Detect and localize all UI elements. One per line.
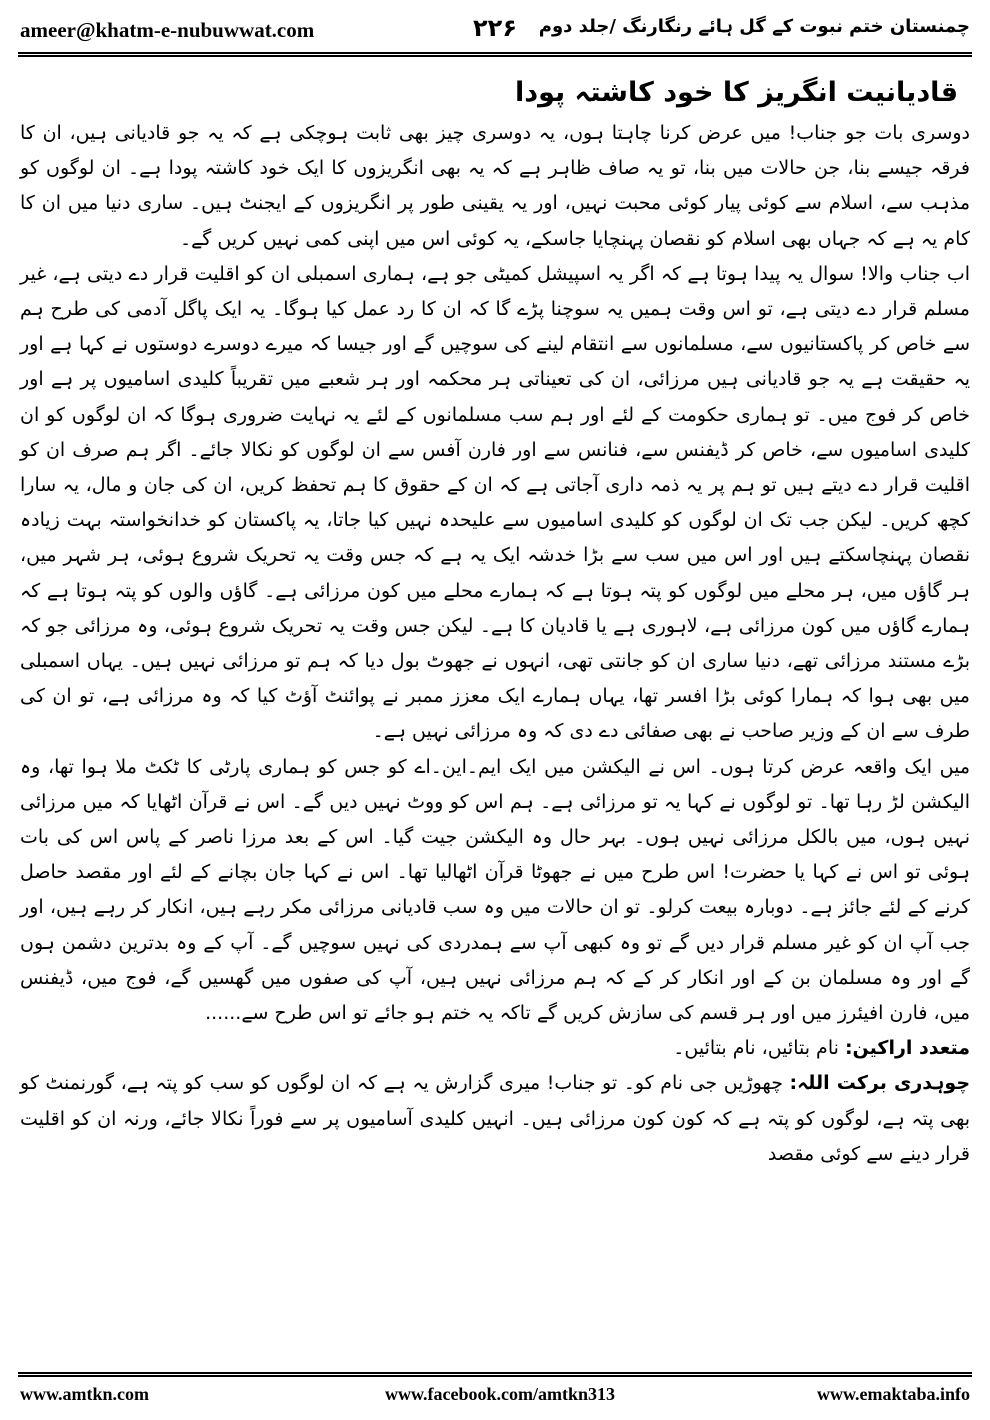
paragraph: میں ایک واقعہ عرض کرتا ہوں۔ اس نے الیکشن میں ایک ایم۔این۔اے کو جس کو ہماری پارٹی کا ٹکٹ ملا ہوا تھا، وہ الیکشن لڑ رہا تھا۔ تو لوگوں نے کہا یہ تو مرزائی ہے۔ ہم اس کو ووٹ نہیں دیں گے۔ اس نے قرآن اٹھایا کہ میں مرزائی نہیں ہوں، میں بالکل مرزائی نہیں ہوں۔ بہر حال وہ الیکشن جیت گیا۔ اس کے بعد مرزا ناصر کے پاس اس کی بات ہوئی تو اس نے کہا یا حضرت! اس طرح میں نے جھوٹا قرآن اٹھالیا تھا۔ اس نے کہا جان بچانے کے لئے اور مقصد حاصل کرنے کے لئے جائز ہے۔ دوبارہ بیعت کرلو۔ تو ان حالات میں وہ سب قادیانی مرزائی مکر رہے ہیں، انکار کر رہے ہیں، اور جب آپ ان کو غیر مسلم قرار دیں گے تو وہ کبھی آپ سے ہمدردی کی نہیں سوچیں گے۔ آپ کے وہ بدترین دشمن ہوں گے اور وہ مسلمان بن کے اور انکار کر کے کہ ہم مرزائی نہیں ہیں، آپ کی صفوں میں گھسیں گے، فوج میں، ڈیفنس میں، فارن افیئرز میں اور ہر قسم کی سازش کریں گے تاکہ یہ ختم ہو جائے تو اس طرح سے...... (20, 755, 970, 1025)
page-number: ۲۲۶ (473, 14, 517, 42)
book-title: چمنستان ختم نبوت کے گل ہائے رنگارنگ /جلد دوم (538, 16, 970, 37)
footer-link-amtkn[interactable]: www.amtkn.com (20, 1384, 149, 1404)
page-content (20, 70, 970, 1172)
footer-rule (18, 1372, 972, 1377)
page-header (20, 14, 970, 48)
paragraph: دوسری بات جو جناب! میں عرض کرنا چاہتا ہوں، یہ دوسری چیز بھی ثابت ہوچکی ہے کہ یہ جو قادیانی ہیں، ان کا فرقہ جیسے بنا، جن حالات میں بنا، تو یہ صاف ظاہر ہے کہ یہ بھی انگریزوں کا ایک خود کاشتہ پودا ہے۔ ان لوگوں کو مذہب سے، اسلام سے کوئی پیار کوئی محبت نہیں، اور یہ یقینی طور پر انگریزوں کے ایجنٹ ہیں۔ ساری دنیا میں ان کا کام یہ ہے کہ جہاں بھی اسلام کو نقصان پہنچایا جاسکے، یہ کوئی اس میں اپنی کمی نہیں کریں گے۔ (20, 122, 970, 250)
paragraph: اب جناب والا! سوال یہ پیدا ہوتا ہے کہ اگر یہ اسپیشل کمیٹی جو ہے، ہماری اسمبلی ان کو اقلیت قرار دے دیتی ہے، غیر مسلم قرار دے دیتی ہے، تو اس وقت ہمیں یہ سوچنا پڑے گا کہ ان کا رد عمل کیا ہوگا۔ یہ ایک پاگل آدمی کی طرح ہم سے خاص کر پاکستانیوں سے، مسلمانوں سے انتقام لینے کی سوچیں گے اور جیسا کہ میرے دوسرے دوستوں نے کہا ہے اور یہ حقیقت ہے یہ جو قادیانی ہیں مرزائی، ان کی تعیناتی ہر محکمہ اور ہر شعبے میں تقریباً کلیدی اسامیوں پر ہے اور خاص کر فوج میں۔ تو ہماری حکومت کے لئے اور ہم سب مسلمانوں کے لئے یہ نہایت ضروری ہوگا کہ ان لوگوں کو ان کلیدی اسامیوں سے، خاص کر ڈیفنس سے، فنانس سے اور فارن آفس سے ان لوگوں کو نکالا جائے۔ اگر ہم صرف ان کو اقلیت قرار دے دیتے ہیں تو ہم پر یہ ذمہ داری آجاتی ہے کہ ان کے حقوق کا ہم تحفظ کریں، ان کی جان و مال، یہ سارا کچھ کریں۔ لیکن جب تک ان لوگوں کو کلیدی اسامیوں سے علیحدہ نہیں کیا جاتا، یہ پاکستان کو خدانخواستہ بہت زیادہ نقصان پہنچاسکتے ہیں اور اس میں سب سے بڑا خدشہ ایک یہ ہے کہ جس وقت یہ تحریک شروع ہوئی، ہر شہر میں، ہر گاؤں میں، ہر محلے میں لوگوں کو پتہ ہوتا ہے کہ ہمارے محلے میں کون مرزائی ہے۔ گاؤں والوں کو پتہ ہوتا ہے کہ ہمارے گاؤں میں کون مرزائی ہے، لاہوری ہے یا قادیان کا ہے۔ لیکن جس وقت یہ تحریک شروع ہوئی، وہ مرزائی جو کہ بڑے مستند مرزائی تھے، دنیا ساری ان کو جانتی تھی، انہوں نے جھوٹ بول دیا کہ ہم تو مرزائی نہیں ہیں۔ یہاں اسمبلی میں بھی ہوا کہ ہمارا کوئی بڑا افسر تھا، یہاں ہمارے ایک معزز ممبر نے پوائنٹ آؤٹ کیا کہ وہ مرزائی ہے، تو ان کی طرف سے ان کے وزیر صاحب نے بھی صفائی دے دی کہ وہ مرزائی نہیں ہے۔ (20, 262, 970, 743)
exchange-barkat-ullah (20, 1066, 970, 1172)
exchange-members (20, 1031, 970, 1066)
footer-link-emaktaba[interactable]: www.emaktaba.info (816, 1384, 970, 1404)
speech-text: نام بتائیں، نام بتائیں۔ (673, 1037, 839, 1060)
footer-link-facebook[interactable]: www.facebook.com/amtkn313 (385, 1384, 615, 1404)
speaker-name: متعدد اراکین: (844, 1037, 970, 1060)
header-email: ameer@khatm-e-nubuwwat.com (20, 18, 315, 42)
speech-text: چھوڑیں جی نام کو۔ تو جناب! میری گزارش یہ ہے کہ ان لوگوں کو سب کو پتہ ہے، گورنمنٹ کو بھی پتہ ہے، لوگوں کو پتہ ہے کہ کون کون مرزائی ہیں۔ انہیں کلیدی آسامیوں پر سے فوراً نکالا جائے، ورنہ ان کو اقلیت قرار دینے سے کوئی مقصد (20, 1072, 970, 1165)
section-heading: قادیانیت انگریز کا خود کاشتہ پودا (514, 77, 958, 108)
page-footer (20, 1384, 970, 1408)
speaker-name: چوہدری برکت اللہ: (789, 1072, 971, 1095)
header-rule (18, 52, 972, 57)
